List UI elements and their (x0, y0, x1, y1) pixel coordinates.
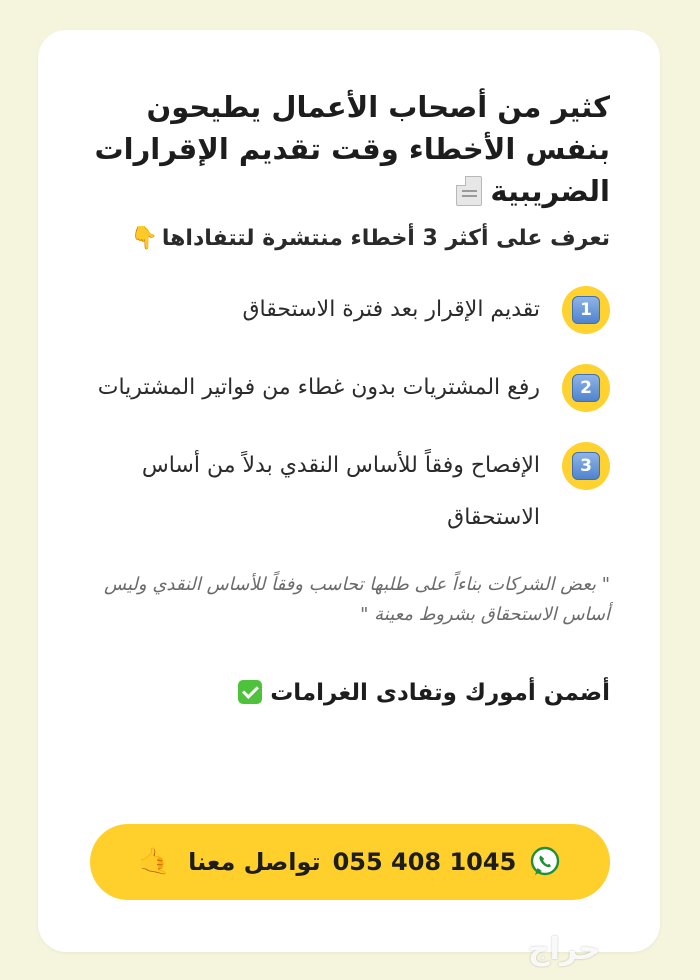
phone-number: 055 408 1045 (332, 848, 517, 876)
subheadline-text: تعرف على أكثر 3 أخطاء منتشرة لتتفاداها (161, 226, 610, 251)
whatsapp-icon (528, 845, 562, 879)
call-me-hand-icon: 🤙 (137, 847, 171, 877)
watermark-logo: حراج (528, 932, 601, 967)
check-mark-icon (238, 680, 262, 704)
cta-text: أضمن أمورك وتفادى الغرامات (270, 680, 610, 706)
subheadline (78, 218, 610, 260)
ad-card (38, 30, 660, 952)
cta-line (78, 676, 610, 710)
headline-text: كثير من أصحاب الأعمال يطيحون بنفس الأخطاء وقت تقديم الإقرارات الضريبية (94, 90, 610, 208)
number-badge-1 (562, 286, 610, 334)
mistakes-list (78, 284, 610, 544)
keycap-1-icon: 1 (572, 296, 600, 324)
note-quote: " بعض الشركات بناءاً على طلبها تحاسب وفقاً للأساس النقدي وليس أساس الاستحقاق بشروط معينة " (104, 574, 610, 625)
contact-label: تواصل معنا (188, 848, 321, 876)
mistake-text-1: تقديم الإقرار بعد فترة الاستحقاق (242, 297, 540, 322)
pointing-down-icon: 👇 (130, 226, 158, 251)
mistake-text-3: الإفصاح وفقاً للأساس النقدي بدلاً من أساس الاستحقاق (141, 453, 540, 530)
number-badge-3 (562, 442, 610, 490)
headline (78, 86, 610, 212)
list-item (78, 440, 610, 544)
keycap-2-icon: 2 (572, 374, 600, 402)
contact-us-button[interactable] (90, 824, 610, 900)
list-item (78, 284, 610, 336)
document-icon (456, 176, 482, 206)
mistake-text-2: رفع المشتريات بدون غطاء من فواتير المشتريات (97, 375, 540, 400)
keycap-3-icon: 3 (572, 452, 600, 480)
list-item (78, 362, 610, 414)
number-badge-2 (562, 364, 610, 412)
